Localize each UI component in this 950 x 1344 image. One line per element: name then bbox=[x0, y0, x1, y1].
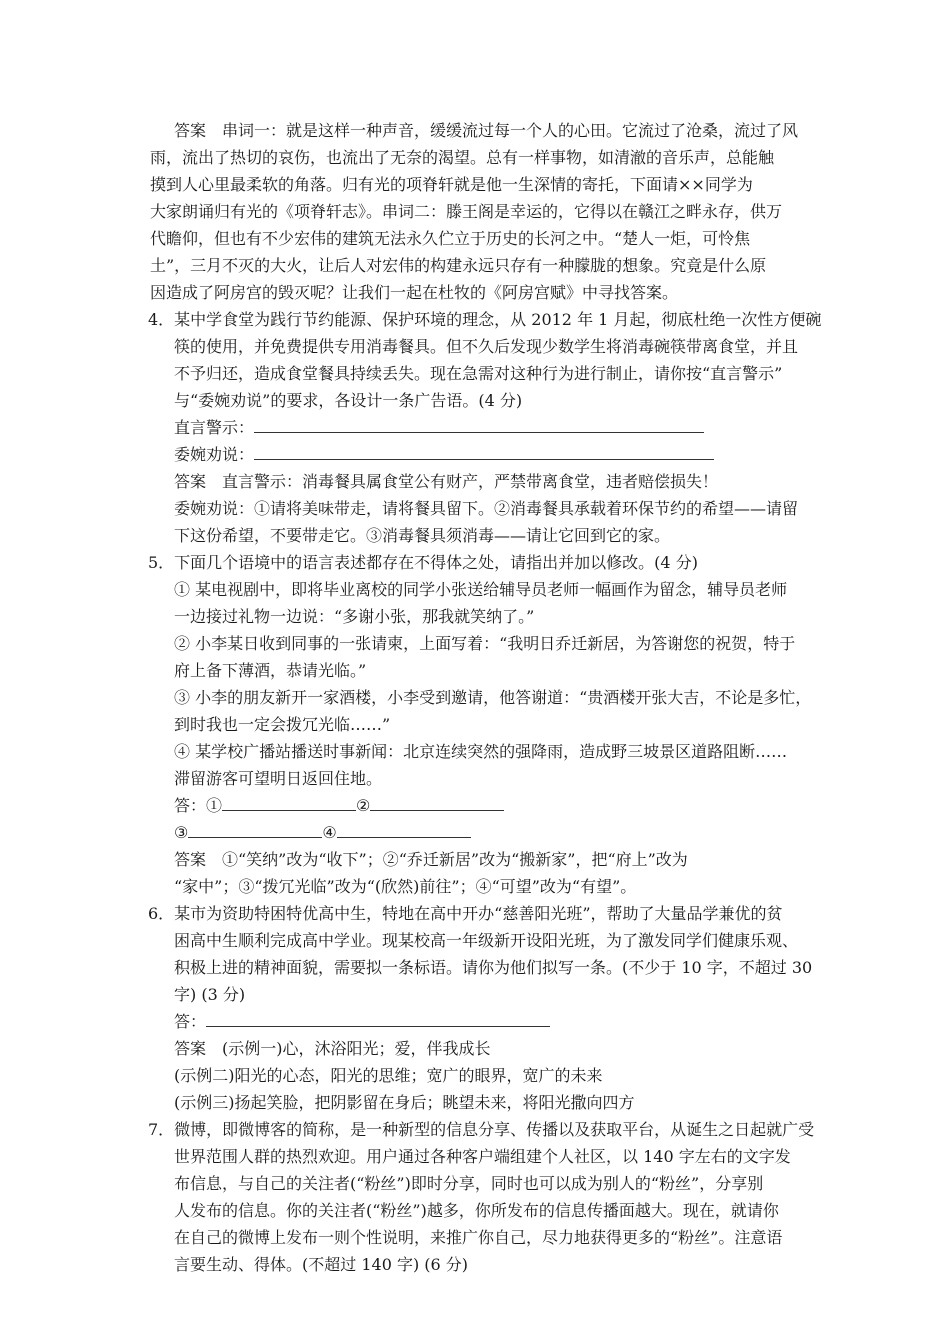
q6-stem-line: 困高中生顺利完成高中学业。现某校高一年级新开设阳光班，为了激发同学们健康乐观、 bbox=[174, 931, 799, 950]
q7-stem-line: 世界范围人群的热烈欢迎。用户通过各种客户端组建个人社区，以 140 字左右的文字发 bbox=[174, 1147, 791, 1166]
answer3-line: 代瞻仰，但也有不少宏伟的建筑无法永久伫立于历史的长河之中。“楚人一炬，可怜焦 bbox=[150, 229, 751, 248]
field-label: 直言警示： bbox=[174, 418, 255, 437]
q5-answer-blanks-row1 bbox=[174, 794, 504, 818]
q7-stem-line: 言要生动、得体。(不超过 140 字) (6 分) bbox=[174, 1255, 469, 1274]
answer3-line: 摸到人心里最柔软的角落。归有光的项脊轩就是他一生深情的寄托，下面请××同学为 bbox=[150, 175, 753, 194]
q5-stem-line: 5．下面几个语境中的语言表述都存在不得体之处，请指出并加以修改。(4 分) bbox=[148, 553, 698, 572]
q6-stem-line: 6．某市为资助特困特优高中生，特地在高中开办“慈善阳光班”，帮助了大量品学兼优的贫 bbox=[148, 904, 783, 923]
answer-label: 答： bbox=[174, 796, 207, 815]
q4-answer-line: 下这份希望，不要带走它。③消毒餐具须消毒——请让它回到它的家。 bbox=[174, 526, 671, 545]
answer-blank[interactable] bbox=[222, 795, 356, 811]
q4-stem-line: 不予归还，造成食堂餐具持续丢失。现在急需对这种行为进行制止，请你按“直言警示” bbox=[174, 364, 783, 383]
q6-answer-line: (示例二)阳光的心态，阳光的思维；宽广的眼界，宽广的未来 bbox=[174, 1066, 603, 1085]
answer3-line: 大家朗诵归有光的《项脊轩志》。串词二：滕王阁是幸运的，它得以在赣江之畔永存，供万 bbox=[150, 202, 783, 221]
q6-answer-line: (示例三)扬起笑脸，把阴影留在身后；眺望未来，将阳光撒向四方 bbox=[174, 1093, 635, 1112]
q5-answer-line: “家中”；③“拨冗光临”改为“(欣然)前往”；④“可望”改为“有望”。 bbox=[174, 877, 637, 896]
field-label: 委婉劝说： bbox=[174, 445, 255, 464]
blank-mark: ① bbox=[206, 796, 223, 815]
q4-field-tactful bbox=[174, 443, 714, 467]
q5-item-line: ③ 小李的朋友新开一家酒楼，小李受到邀请，他答谢道：“贵酒楼开张大吉，不论是多忙， bbox=[174, 688, 812, 707]
answer-blank[interactable] bbox=[254, 417, 704, 433]
q5-item-line: ② 小李某日收到同事的一张请柬，上面写着：“我明日乔迁新居，为答谢您的祝贺，特于 bbox=[174, 634, 796, 653]
answer-blank[interactable] bbox=[206, 1011, 550, 1027]
q7-stem-line: 人发布的信息。你的关注者(“粉丝”)越多，你所发布的信息传播面越大。现在，就请你 bbox=[174, 1201, 779, 1220]
q4-stem-line: 4．某中学食堂为践行节约能源、保护环境的理念，从 2012 年 1 月起，彻底杜绝一次性方便碗 bbox=[148, 310, 822, 329]
answer-blank[interactable] bbox=[337, 822, 471, 838]
q5-answer-line: 答案 ①“笑纳”改为“收下”；②“乔迁新居”改为“搬新家”，把“府上”改为 bbox=[174, 850, 688, 869]
blank-mark: ④ bbox=[322, 823, 337, 842]
q4-field-direct bbox=[174, 416, 704, 440]
q7-stem-line: 布信息，与自己的关注者(“粉丝”)即时分享，同时也可以成为别人的“粉丝”，分享别 bbox=[174, 1174, 764, 1193]
q4-answer-line: 答案 直言警示：消毒餐具属食堂公有财产，严禁带离食堂，违者赔偿损失！ bbox=[174, 472, 719, 491]
q5-answer-blanks-row2 bbox=[174, 821, 471, 845]
q6-stem-line: 积极上进的精神面貌，需要拟一条标语。请你为他们拟写一条。(不少于 10 字，不超过 30 bbox=[174, 958, 813, 977]
q4-stem-line: 筷的使用，并免费提供专用消毒餐具。但不久后发现少数学生将消毒碗筷带离食堂，并且 bbox=[174, 337, 799, 356]
answer3-line: 土”，三月不灭的大火，让后人对宏伟的构建永远只存有一种朦胧的想象。究竟是什么原 bbox=[150, 256, 767, 275]
answer-blank[interactable] bbox=[370, 795, 504, 811]
q5-item-line: ④ 某学校广播站播送时事新闻：北京连续突然的强降雨，造成野三坡景区道路阻断…… bbox=[174, 742, 788, 761]
q4-answer-line: 委婉劝说：①请将美味带走，请将餐具留下。②消毒餐具承载着环保节约的希望——请留 bbox=[174, 499, 799, 518]
q4-stem-line: 与“委婉劝说”的要求，各设计一条广告语。(4 分) bbox=[174, 391, 523, 410]
blank-mark: ③ bbox=[174, 823, 189, 842]
q5-item-line: ① 某电视剧中，即将毕业离校的同学小张送给辅导员老师一幅画作为留念，辅导员老师 bbox=[174, 580, 788, 599]
q6-stem-line: 字) (3 分) bbox=[174, 985, 246, 1004]
answer3-line: 因造成了阿房宫的毁灭呢？让我们一起在杜牧的《阿房宫赋》中寻找答案。 bbox=[150, 283, 679, 302]
answer-label: 答： bbox=[174, 1012, 207, 1031]
q5-item-line: 府上备下薄酒，恭请光临。” bbox=[174, 661, 367, 680]
answer-blank[interactable] bbox=[254, 444, 714, 460]
answer3-line: 答案 串词一：就是这样一种声音，缓缓流过每一个人的心田。它流过了沧桑，流过了风 bbox=[174, 121, 799, 140]
blank-mark: ② bbox=[356, 796, 371, 815]
answer3-line: 雨，流出了热切的哀伤，也流出了无奈的渴望。总有一样事物，如清澈的音乐声，总能触 bbox=[150, 148, 775, 167]
answer-blank[interactable] bbox=[188, 822, 322, 838]
q5-item-line: 滞留游客可望明日返回住地。 bbox=[174, 769, 383, 788]
q5-item-line: 一边接过礼物一边说：“多谢小张，那我就笑纳了。” bbox=[174, 607, 535, 626]
q7-stem-line: 7．微博，即微博客的简称，是一种新型的信息分享、传播以及获取平台，从诞生之日起就广受 bbox=[148, 1120, 815, 1139]
q6-answer-row bbox=[174, 1010, 550, 1034]
q5-item-line: 到时我也一定会拨冗光临……” bbox=[174, 715, 391, 734]
q6-answer-line: 答案 (示例一)心，沐浴阳光；爱，伴我成长 bbox=[174, 1039, 491, 1058]
q7-stem-line: 在自己的微博上发布一则个性说明，来推广你自己，尽力地获得更多的“粉丝”。注意语 bbox=[174, 1228, 783, 1247]
